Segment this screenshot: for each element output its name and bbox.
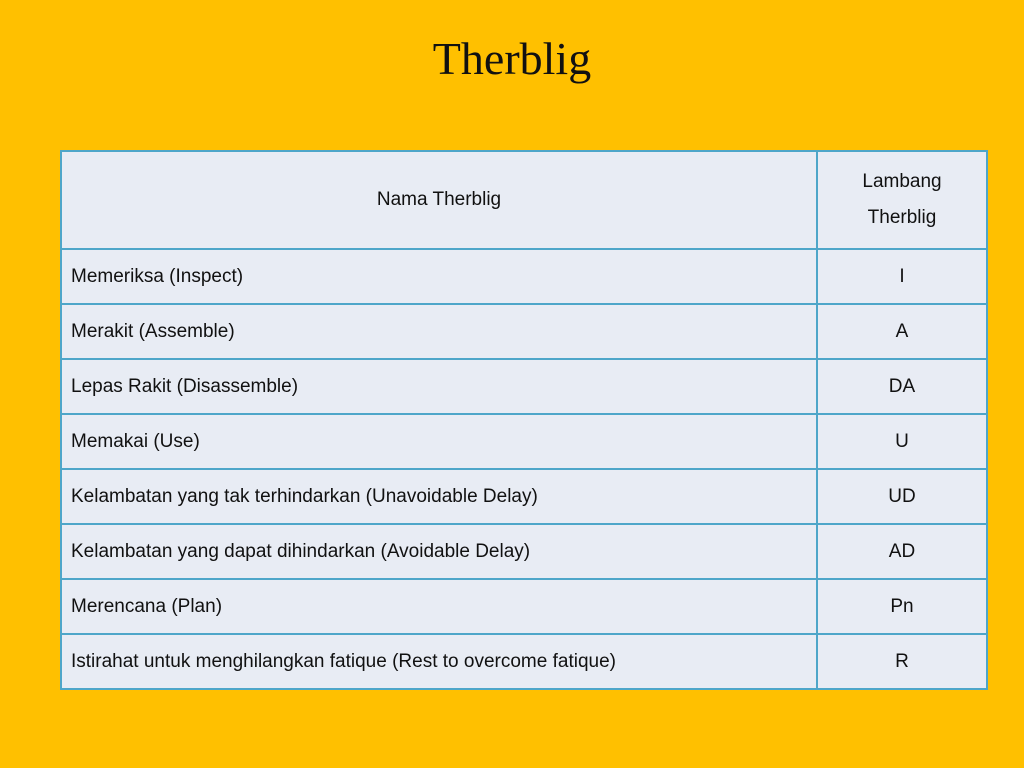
therblig-name: Lepas Rakit (Disassemble) xyxy=(61,359,817,414)
slide-title: Therblig xyxy=(432,33,592,84)
therblig-symbol: R xyxy=(817,634,987,689)
therblig-name: Merencana (Plan) xyxy=(61,579,817,634)
table-row xyxy=(61,579,987,634)
therblig-symbol: UD xyxy=(817,469,987,524)
therblig-name: Kelambatan yang dapat dihindarkan (Avoidable Delay) xyxy=(61,524,817,579)
therblig-symbol: U xyxy=(817,414,987,469)
table-row xyxy=(61,469,987,524)
therblig-name: Memakai (Use) xyxy=(61,414,817,469)
therblig-symbol: AD xyxy=(817,524,987,579)
therblig-name: Kelambatan yang tak terhindarkan (Unavoidable Delay) xyxy=(61,469,817,524)
therblig-name: Merakit (Assemble) xyxy=(61,304,817,359)
header-name: Nama Therblig xyxy=(61,151,817,249)
header-symbol-line2: Therblig xyxy=(867,207,937,228)
therblig-table xyxy=(60,150,988,690)
table-row xyxy=(61,634,987,689)
therblig-symbol: DA xyxy=(817,359,987,414)
therblig-name: Memeriksa (Inspect) xyxy=(61,249,817,304)
therblig-name: Istirahat untuk menghilangkan fatique (Rest to overcome fatique) xyxy=(61,634,817,689)
therblig-symbol: Pn xyxy=(817,579,987,634)
table-row xyxy=(61,359,987,414)
header-symbol xyxy=(817,151,987,249)
header-symbol-line1: Lambang xyxy=(862,171,942,192)
table-row xyxy=(61,524,987,579)
therblig-symbol: I xyxy=(817,249,987,304)
table-header-row xyxy=(61,151,987,249)
therblig-symbol: A xyxy=(817,304,987,359)
table-row xyxy=(61,414,987,469)
table-row xyxy=(61,249,987,304)
table-row xyxy=(61,304,987,359)
